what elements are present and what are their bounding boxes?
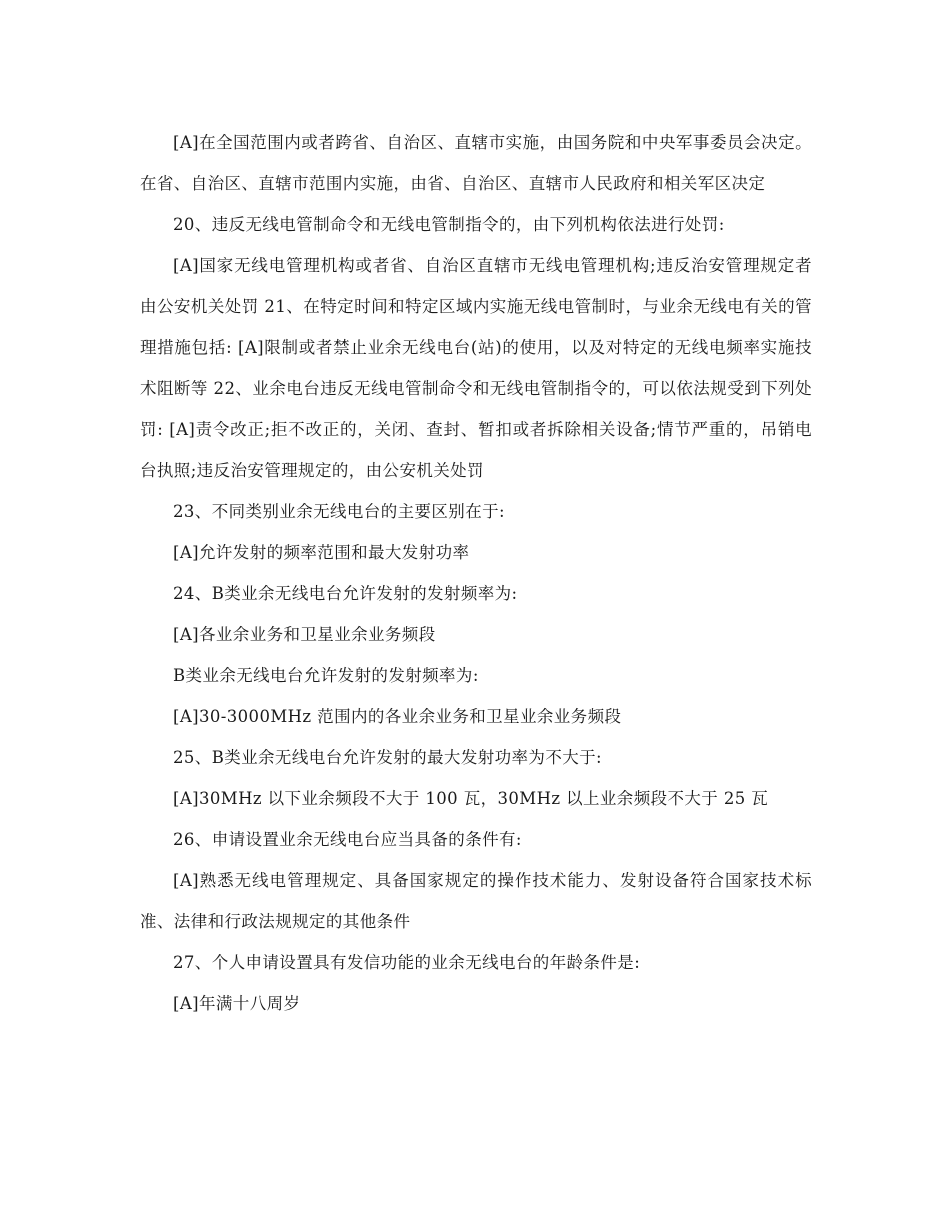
paragraph: [A]允许发射的频率范围和最大发射功率 bbox=[173, 543, 470, 562]
document-body bbox=[140, 122, 812, 1024]
paragraph: [A]各业余业务和卫星业余业务频段 bbox=[173, 625, 436, 644]
paragraph: [A]熟悉无线电管理规定、具备国家规定的操作技术能力、发射设备符合国家技术标准、法律和行政法规规定的其他条件 bbox=[140, 871, 812, 931]
paragraph: 24、B类业余无线电台允许发射的发射频率为: bbox=[173, 584, 518, 603]
paragraph: [A]30-3000MHz 范围内的各业余业务和卫星业余业务频段 bbox=[173, 707, 622, 726]
paragraph: [A]在全国范围内或者跨省、自治区、直辖市实施，由国务院和中央军事委员会决定。在省、自治区、直辖市范围内实施，由省、自治区、直辖市人民政府和相关军区决定 bbox=[140, 133, 812, 193]
paragraph: 23、不同类别业余无线电台的主要区别在于: bbox=[173, 502, 505, 521]
paragraph: [A]国家无线电管理机构或者省、自治区直辖市无线电管理机构;违反治安管理规定者由公安机关处罚 21、在特定时间和特定区域内实施无线电管制时，与业余无线电有关的管理措施包括: [A]限制或者禁止业余无线电台(站)的使用，以及对特定的无线电频率实施技术阻断等 22、业余电台违反无线电管制命令和无线电管制指令的，可以依法规受到下列处罚: [A]责令改正;拒不改正的，关闭、查封、暂扣或者拆除相关设备;情节严重的，吊销电台执照;违反治安管理规定的，由公安机关处罚 bbox=[140, 256, 812, 480]
paragraph: [A]30MHz 以下业余频段不大于 100 瓦，30MHz 以上业余频段不大于 25 瓦 bbox=[173, 789, 769, 808]
paragraph: 20、违反无线电管制命令和无线电管制指令的，由下列机构依法进行处罚: bbox=[173, 215, 725, 234]
paragraph: 26、申请设置业余无线电台应当具备的条件有: bbox=[173, 830, 522, 849]
paragraph: [A]年满十八周岁 bbox=[173, 994, 301, 1013]
paragraph: 27、个人申请设置具有发信功能的业余无线电台的年龄条件是: bbox=[173, 953, 641, 972]
paragraph: 25、B类业余无线电台允许发射的最大发射功率为不大于: bbox=[173, 748, 602, 767]
paragraph: B类业余无线电台允许发射的发射频率为: bbox=[173, 666, 479, 685]
